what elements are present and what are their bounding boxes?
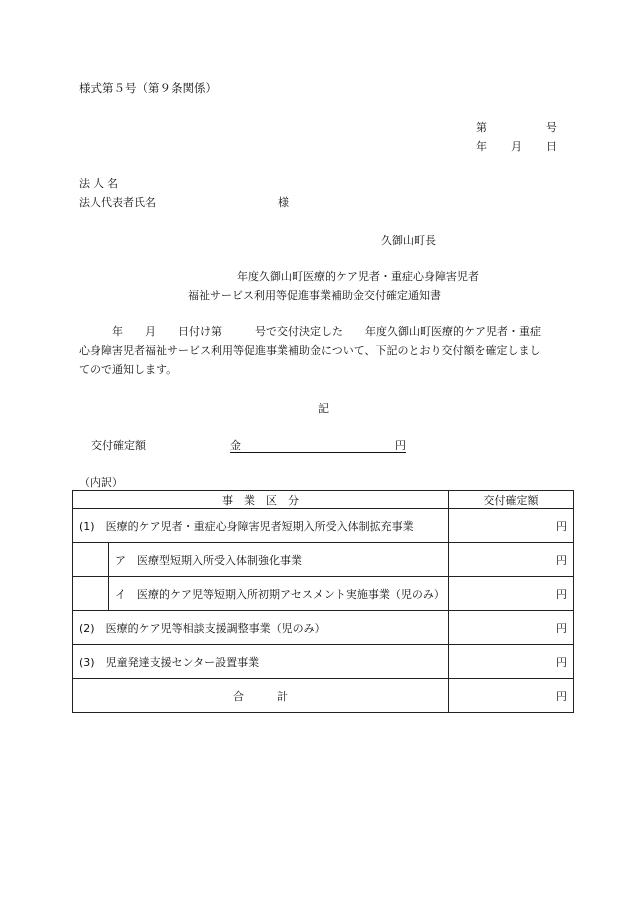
row-yen: 円 bbox=[449, 577, 574, 611]
row-yen: 円 bbox=[449, 509, 574, 543]
doc-number-prefix: 第 bbox=[476, 121, 487, 134]
table-row bbox=[73, 543, 574, 577]
table-total-row bbox=[73, 679, 574, 713]
total-label: 合 計 bbox=[73, 679, 449, 713]
indent-cell bbox=[73, 543, 109, 577]
amount-field bbox=[230, 437, 406, 453]
row-label: ア 医療型短期入所受入体制強化事業 bbox=[109, 543, 449, 577]
table-row bbox=[73, 611, 574, 645]
doc-number-suffix: 号 bbox=[546, 121, 557, 134]
date-year: 年 bbox=[476, 140, 487, 153]
body-line-3: てので通知します。 bbox=[79, 363, 178, 376]
amount-label: 交付確定額 bbox=[91, 439, 146, 452]
header-amount: 交付確定額 bbox=[449, 491, 574, 509]
row-label: (3) 児童発達支援センター設置事業 bbox=[73, 645, 449, 679]
notice-body bbox=[79, 322, 579, 379]
breakdown-label: （内訳） bbox=[79, 476, 123, 489]
row-label: (1) 医療的ケア児者・重症心身障害児者短期入所受入体制拡充事業 bbox=[73, 509, 449, 543]
body-line-2: 心身障害児者福祉サービス利用等促進事業補助金について、下記のとおり交付額を確定しまし bbox=[79, 344, 541, 357]
corporation-label: 法人名 bbox=[79, 177, 121, 190]
table-row bbox=[73, 577, 574, 611]
header-category: 事 業 区 分 bbox=[73, 491, 449, 509]
row-label: (2) 医療的ケア児等相談支援調整事業（児のみ） bbox=[73, 611, 449, 645]
amount-suffix: 円 bbox=[395, 439, 406, 452]
row-yen: 円 bbox=[449, 543, 574, 577]
row-yen: 円 bbox=[449, 645, 574, 679]
title-line-1: 年度久御山町医療的ケア児者・重症心身障害児者 bbox=[237, 270, 479, 283]
form-number: 様式第５号（第９条関係） bbox=[79, 81, 217, 95]
table-row bbox=[73, 645, 574, 679]
amount-prefix: 金 bbox=[230, 439, 241, 452]
table-header-row bbox=[73, 491, 574, 509]
table-row bbox=[73, 509, 574, 543]
ki-heading: 記 bbox=[318, 402, 329, 415]
title-line-2: 福祉サービス利用等促進事業補助金交付確定通知書 bbox=[188, 289, 441, 302]
honorific: 様 bbox=[278, 196, 289, 209]
date-day: 日 bbox=[546, 140, 557, 153]
indent-cell bbox=[73, 577, 109, 611]
breakdown-table bbox=[72, 490, 574, 713]
date-month: 月 bbox=[511, 140, 522, 153]
body-line-1: 年 月 日付け第 号で交付決定した 年度久御山町医療的ケア児者・重症 bbox=[79, 325, 541, 338]
representative-label: 法人代表者氏名 bbox=[79, 196, 156, 209]
issuer: 久御山町長 bbox=[381, 234, 436, 247]
row-yen: 円 bbox=[449, 611, 574, 645]
row-label: イ 医療的ケア児等短期入所初期アセスメント実施事業（児のみ） bbox=[109, 577, 449, 611]
total-yen: 円 bbox=[449, 679, 574, 713]
